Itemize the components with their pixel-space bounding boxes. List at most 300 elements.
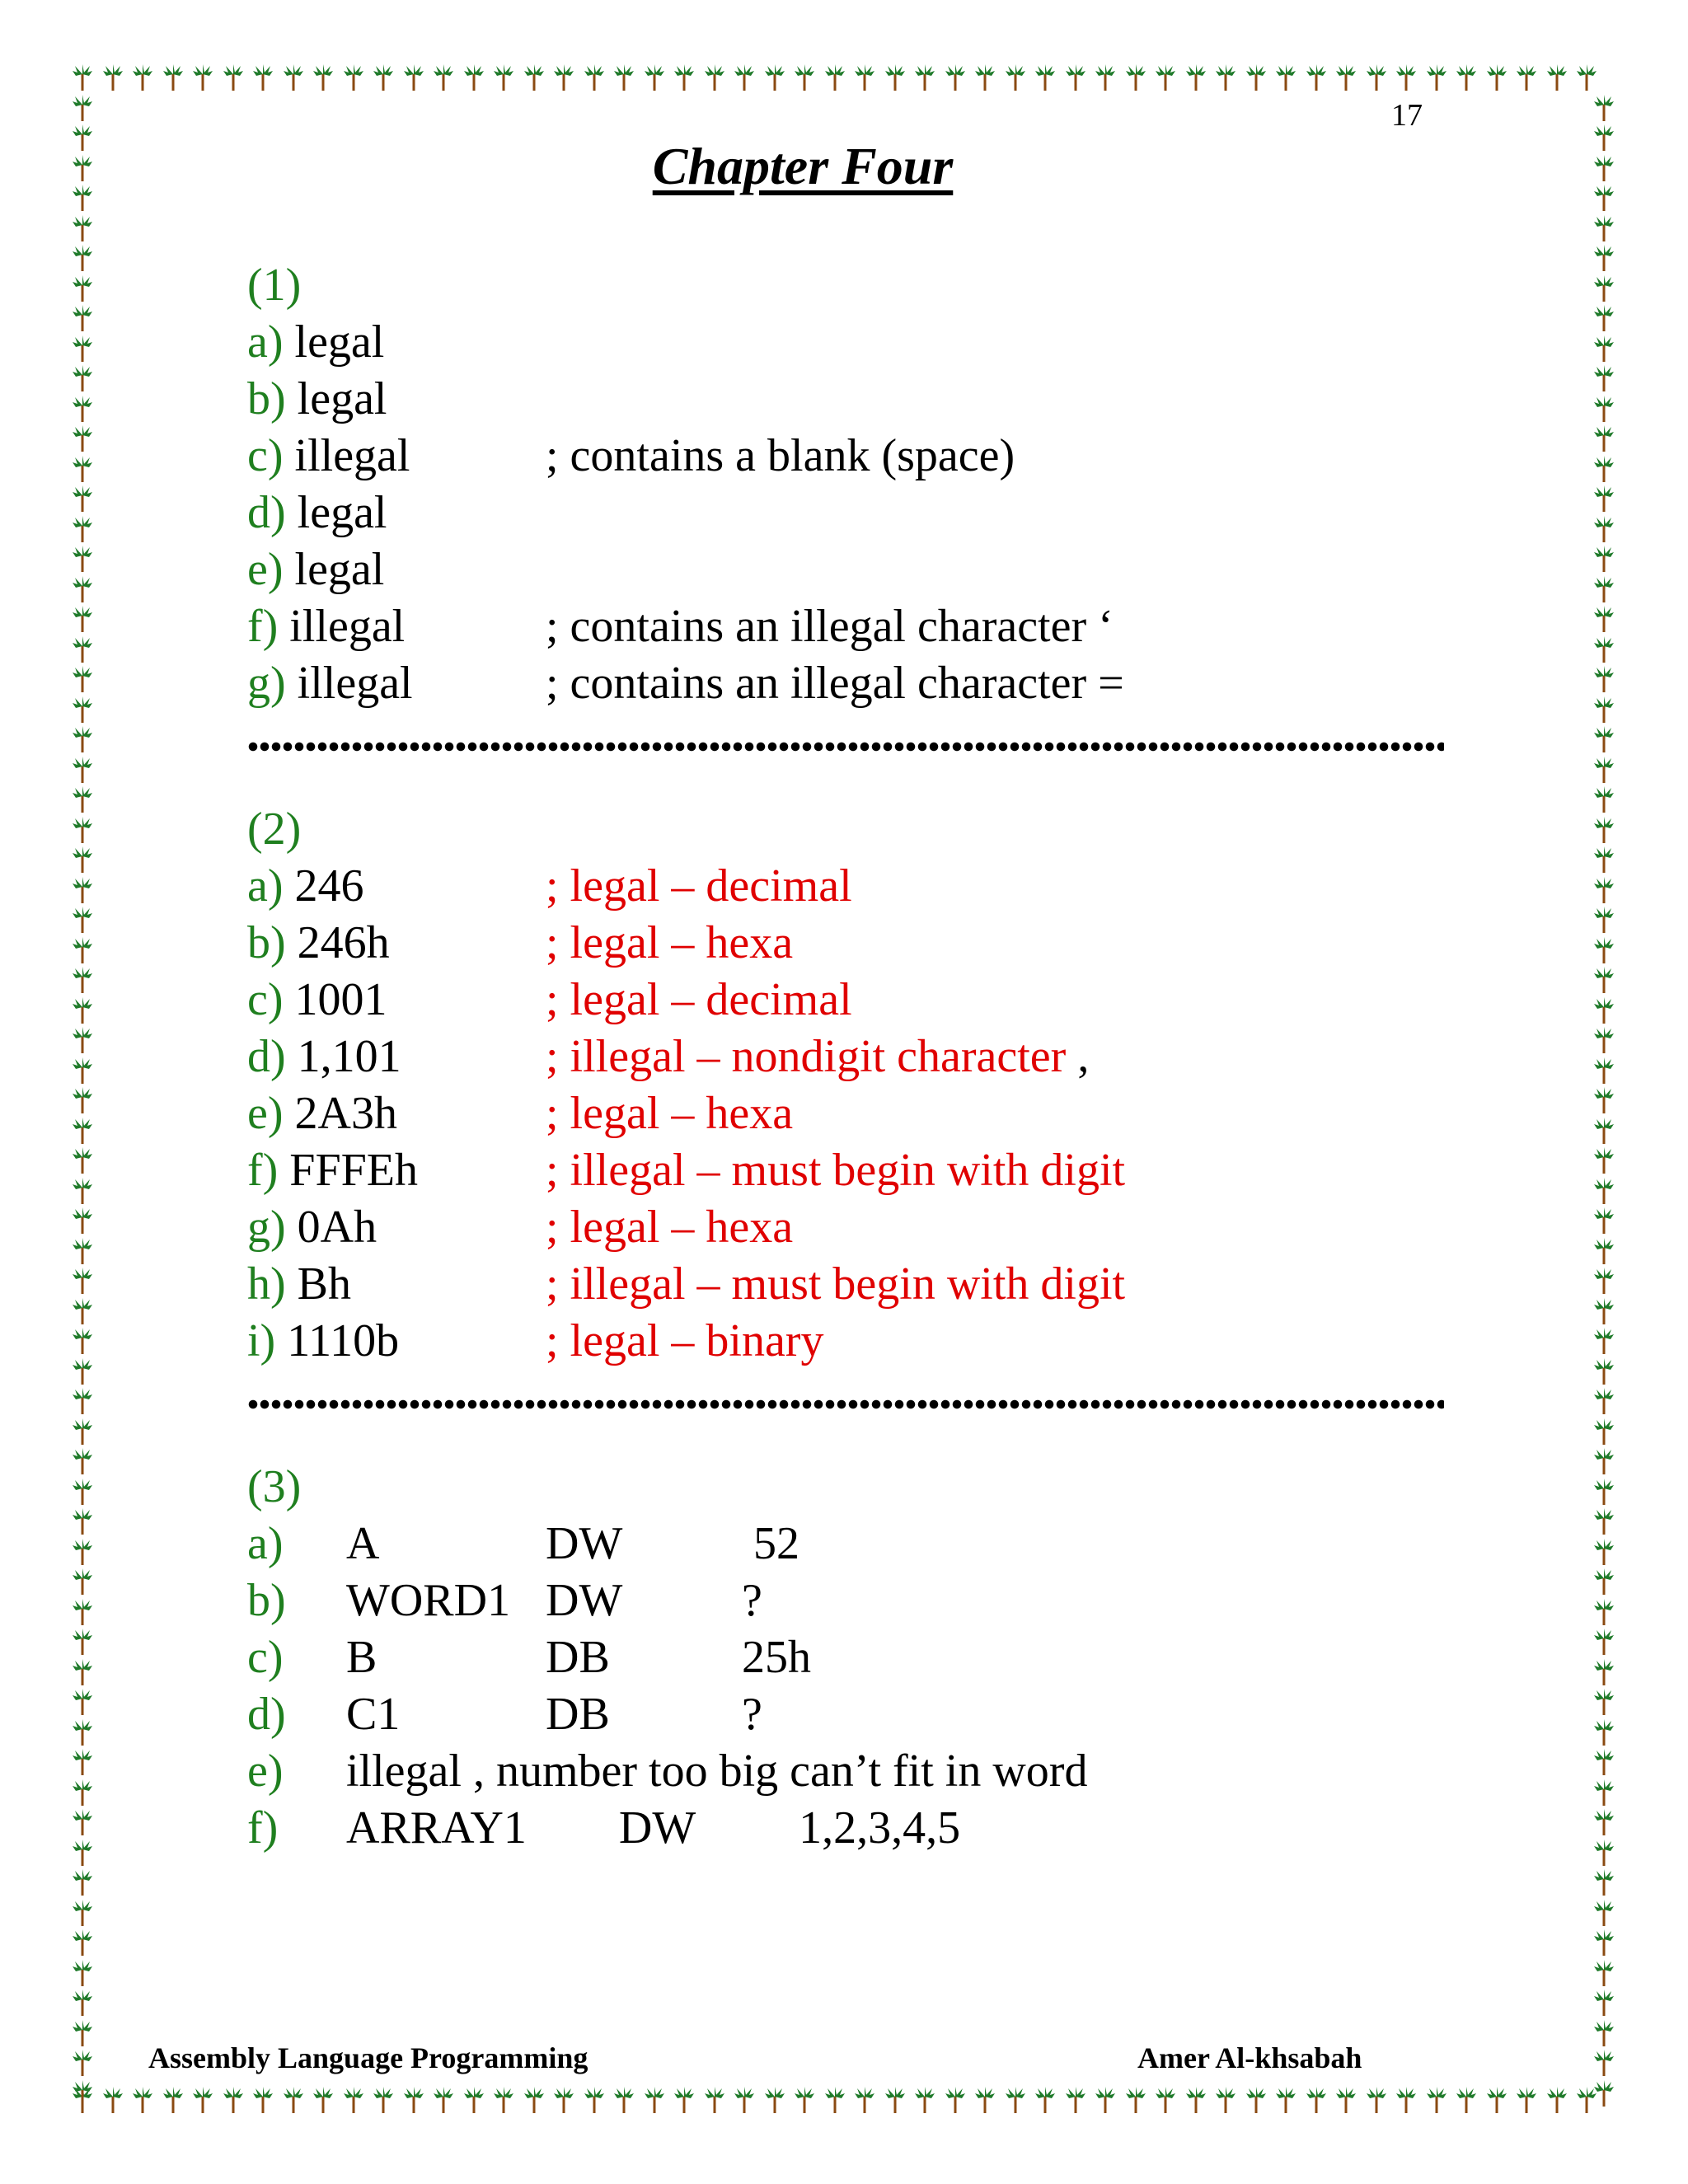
palm-tree-icon: [763, 63, 786, 92]
palm-tree-icon: [71, 1477, 94, 1507]
palm-tree-icon: [1592, 243, 1615, 273]
item-text: illegal: [278, 601, 406, 652]
palm-tree-icon: [71, 1747, 94, 1777]
palm-tree-icon: [312, 63, 335, 92]
chapter-title: Chapter Four: [652, 137, 954, 195]
palm-tree-icon: [1245, 2085, 1268, 2115]
directive: DW: [546, 1575, 623, 1626]
palm-tree-icon: [372, 63, 395, 92]
variable-name: B: [346, 1632, 377, 1683]
item-letter: d): [247, 487, 286, 538]
item-letter: c): [247, 430, 284, 481]
palm-tree-icon: [162, 63, 185, 92]
palm-tree-icon: [71, 574, 94, 604]
palm-tree-icon: [1214, 2085, 1237, 2115]
dotted-separator: [247, 1399, 1444, 1409]
palm-tree-icon: [71, 484, 94, 513]
list-item: [247, 1743, 1444, 1800]
item-letter: e): [247, 1088, 284, 1139]
palm-tree-icon: [71, 965, 94, 995]
palm-tree-icon: [71, 695, 94, 724]
palm-tree-icon: [1592, 2079, 1615, 2108]
section-heading: (3): [247, 1461, 302, 1512]
palm-tree-icon: [71, 1507, 94, 1536]
palm-tree-icon: [1592, 454, 1615, 484]
palm-tree-icon: [492, 2085, 515, 2115]
item-text: legal: [285, 487, 387, 538]
palm-tree-icon: [1592, 1778, 1615, 1807]
list-item: [247, 541, 1444, 598]
item-letter: g): [247, 1202, 286, 1253]
palm-tree-icon: [131, 63, 154, 92]
list-item: [247, 428, 1444, 485]
item-text: illegal: [283, 430, 410, 481]
palm-tree-icon: [1592, 1687, 1615, 1717]
palm-tree-icon: [1592, 2048, 1615, 2078]
item-comment: ; illegal – nondigit character: [546, 1031, 1067, 1082]
palm-tree-icon: [222, 63, 245, 92]
palm-tree-icon: [71, 1326, 94, 1356]
palm-tree-icon: [944, 63, 967, 92]
palm-tree-icon: [1154, 63, 1177, 92]
palm-tree-icon: [703, 2085, 726, 2115]
item-comment: ; legal – hexa: [546, 1202, 794, 1253]
palm-tree-icon: [612, 2085, 635, 2115]
palm-tree-icon: [71, 905, 94, 935]
directive: DB: [546, 1689, 610, 1740]
palm-tree-icon: [1592, 1868, 1615, 1897]
item-text: illegal: [285, 658, 413, 709]
palm-tree-icon: [1592, 1146, 1615, 1175]
palm-tree-icon: [71, 1386, 94, 1416]
palm-tree-icon: [523, 2085, 546, 2115]
palm-tree-icon: [71, 1898, 94, 1928]
item-text: 0Ah: [285, 1202, 377, 1253]
palm-tree-icon: [1485, 63, 1508, 92]
palm-tree-icon: [1365, 63, 1388, 92]
palm-tree-icon: [71, 1236, 94, 1266]
palm-tree-icon: [733, 2085, 756, 2115]
palm-tree-icon: [1064, 63, 1087, 92]
palm-tree-icon: [71, 1146, 94, 1175]
palm-tree-icon: [1592, 1116, 1615, 1146]
palm-tree-icon: [492, 63, 515, 92]
palm-tree-icon: [432, 2085, 455, 2115]
item-letter: i): [247, 1315, 276, 1366]
section-heading: (1): [247, 260, 302, 311]
item-comment: ; legal – decimal: [546, 974, 852, 1025]
list-item: [247, 371, 1444, 428]
palm-tree-icon: [1094, 63, 1117, 92]
palm-tree-icon: [71, 996, 94, 1025]
palm-tree-icon: [402, 63, 425, 92]
item-text: 246h: [285, 917, 390, 968]
palm-tree-icon: [71, 1296, 94, 1326]
list-item: [247, 972, 1444, 1029]
palm-tree-icon: [1592, 1446, 1615, 1476]
palm-tree-icon: [71, 1627, 94, 1657]
item-letter: d): [247, 1689, 286, 1740]
palm-tree-icon: [71, 1085, 94, 1115]
item-text: 246: [283, 860, 364, 912]
palm-tree-icon: [1592, 1477, 1615, 1507]
palm-tree-icon: [733, 63, 756, 92]
palm-tree-icon: [823, 63, 846, 92]
palm-tree-icon: [1034, 2085, 1057, 2115]
palm-tree-icon: [251, 63, 274, 92]
palm-tree-icon: [71, 93, 94, 123]
item-suffix: ,: [1066, 1031, 1090, 1082]
palm-tree-icon: [1245, 63, 1268, 92]
palm-tree-icon: [1395, 63, 1418, 92]
item-text: 1001: [283, 974, 387, 1025]
palm-tree-icon: [673, 63, 696, 92]
item-letter: a): [247, 860, 284, 912]
palm-tree-icon: [71, 274, 94, 303]
palm-tree-icon: [1124, 2085, 1147, 2115]
item-comment: ; contains an illegal character ‘: [546, 601, 1114, 652]
palm-tree-icon: [1592, 1898, 1615, 1928]
initial-value: ?: [742, 1689, 762, 1740]
palm-tree-icon: [583, 63, 606, 92]
palm-tree-icon: [853, 63, 876, 92]
page-number: 17: [1391, 98, 1423, 133]
palm-tree-icon: [673, 2085, 696, 2115]
list-item: [247, 1686, 1444, 1743]
footer-course-title: Assembly Language Programming: [148, 2041, 588, 2074]
palm-tree-icon: [71, 1868, 94, 1897]
item-comment: ; legal – hexa: [546, 1088, 794, 1139]
palm-tree-icon: [101, 2085, 124, 2115]
palm-tree-icon: [1455, 63, 1478, 92]
palm-tree-icon: [1592, 1537, 1615, 1567]
initial-value: 25h: [742, 1632, 811, 1683]
palm-tree-icon: [1592, 394, 1615, 424]
palm-tree-icon: [1545, 2085, 1568, 2115]
palm-tree-icon: [1592, 1988, 1615, 2018]
palm-tree-icon: [1124, 63, 1147, 92]
palm-tree-icon: [1545, 63, 1568, 92]
palm-tree-icon: [1425, 2085, 1448, 2115]
palm-tree-icon: [1592, 1747, 1615, 1777]
palm-tree-icon: [71, 303, 94, 333]
list-item: [247, 314, 1444, 371]
palm-tree-icon: [1592, 484, 1615, 513]
item-comment: ; illegal – must begin with digit: [546, 1145, 1126, 1196]
palm-tree-icon: [1575, 2085, 1598, 2115]
item-letter: b): [247, 1575, 286, 1626]
palm-tree-icon: [71, 635, 94, 664]
palm-tree-icon: [71, 1718, 94, 1747]
palm-tree-icon: [1592, 1597, 1615, 1627]
palm-tree-icon: [1592, 1507, 1615, 1536]
item-letter: d): [247, 1031, 286, 1082]
item-text: 2A3h: [283, 1088, 397, 1139]
item-text: FFFEh: [278, 1145, 418, 1196]
palm-tree-icon: [1592, 213, 1615, 243]
item-text: legal: [283, 544, 385, 595]
palm-tree-icon: [1064, 2085, 1087, 2115]
palm-tree-icon: [1592, 905, 1615, 935]
palm-tree-icon: [1592, 334, 1615, 363]
palm-tree-icon: [71, 2085, 94, 2115]
palm-tree-icon: [342, 2085, 365, 2115]
list-item: [247, 1085, 1444, 1142]
palm-tree-icon: [71, 935, 94, 965]
palm-tree-icon: [1592, 1056, 1615, 1085]
palm-tree-icon: [71, 845, 94, 874]
item-text: illegal , number too big can’t fit in word: [346, 1746, 1088, 1797]
palm-tree-icon: [71, 334, 94, 363]
directive: DB: [546, 1632, 610, 1683]
list-item: [247, 1142, 1444, 1199]
palm-tree-icon: [1592, 424, 1615, 453]
palm-tree-icon: [1592, 1928, 1615, 1957]
palm-tree-icon: [71, 1446, 94, 1476]
palm-tree-icon: [643, 63, 666, 92]
palm-tree-icon: [372, 2085, 395, 2115]
palm-tree-icon: [71, 1928, 94, 1957]
palm-tree-icon: [612, 63, 635, 92]
palm-tree-icon: [1365, 2085, 1388, 2115]
item-letter: f): [247, 601, 279, 652]
list-item: [247, 1629, 1444, 1686]
list-item: [247, 1256, 1444, 1313]
palm-tree-icon: [1425, 63, 1448, 92]
palm-tree-icon: [71, 1567, 94, 1596]
palm-tree-icon: [1592, 695, 1615, 724]
palm-tree-icon: [1592, 724, 1615, 754]
palm-tree-icon: [71, 815, 94, 845]
palm-tree-icon: [1274, 63, 1297, 92]
palm-tree-icon: [1592, 815, 1615, 845]
item-letter: c): [247, 974, 284, 1025]
palm-tree-icon: [1592, 1025, 1615, 1055]
palm-tree-icon: [552, 2085, 575, 2115]
palm-tree-icon: [1592, 875, 1615, 905]
palm-tree-icon: [1592, 1176, 1615, 1206]
palm-tree-icon: [884, 63, 907, 92]
palm-tree-icon: [191, 2085, 214, 2115]
palm-tree-icon: [71, 1537, 94, 1567]
palm-tree-icon: [71, 424, 94, 453]
item-text: 1110b: [275, 1315, 400, 1366]
list-item: [247, 1313, 1444, 1370]
item-letter: e): [247, 544, 284, 595]
palm-tree-icon: [71, 1357, 94, 1386]
palm-tree-icon: [793, 63, 816, 92]
palm-tree-icon: [191, 63, 214, 92]
palm-tree-icon: [1592, 2018, 1615, 2048]
palm-tree-icon: [1592, 604, 1615, 634]
palm-tree-icon: [1154, 2085, 1177, 2115]
palm-tree-icon: [71, 1176, 94, 1206]
palm-tree-icon: [1592, 785, 1615, 814]
item-comment: ; contains a blank (space): [546, 430, 1015, 481]
palm-tree-icon: [1184, 2085, 1207, 2115]
palm-tree-icon: [1592, 514, 1615, 544]
item-letter: g): [247, 658, 286, 709]
item-comment: ; illegal – must begin with digit: [546, 1258, 1126, 1310]
answers-content: [247, 257, 1444, 1857]
palm-tree-icon: [71, 1778, 94, 1807]
palm-tree-icon: [1592, 1326, 1615, 1356]
palm-tree-icon: [71, 2048, 94, 2078]
palm-tree-icon: [71, 785, 94, 814]
palm-tree-icon: [703, 63, 726, 92]
palm-tree-icon: [823, 2085, 846, 2115]
palm-tree-icon: [1395, 2085, 1418, 2115]
list-item: [247, 858, 1444, 915]
palm-tree-icon: [1592, 274, 1615, 303]
initial-value: 52: [742, 1518, 799, 1569]
list-item: [247, 655, 1444, 712]
palm-tree-icon: [884, 2085, 907, 2115]
palm-tree-icon: [71, 1206, 94, 1235]
palm-tree-icon: [1592, 574, 1615, 604]
section-1: [247, 257, 1444, 712]
palm-tree-icon: [1515, 2085, 1538, 2115]
palm-tree-icon: [71, 724, 94, 754]
palm-tree-icon: [1592, 544, 1615, 574]
palm-tree-icon: [944, 2085, 967, 2115]
palm-tree-icon: [71, 63, 94, 92]
list-item: [247, 485, 1444, 541]
palm-tree-icon: [71, 1025, 94, 1055]
section-2: [247, 801, 1444, 1370]
item-letter: a): [247, 1518, 284, 1569]
palm-tree-icon: [282, 2085, 305, 2115]
item-letter: c): [247, 1632, 284, 1683]
palm-tree-icon: [583, 2085, 606, 2115]
item-letter: h): [247, 1258, 286, 1310]
palm-tree-icon: [1305, 63, 1328, 92]
palm-tree-icon: [222, 2085, 245, 2115]
list-item: [247, 915, 1444, 972]
palm-tree-icon: [71, 604, 94, 634]
directive: DW: [546, 1518, 623, 1569]
palm-tree-icon: [1094, 2085, 1117, 2115]
palm-tree-icon: [1592, 996, 1615, 1025]
palm-tree-icon: [913, 63, 936, 92]
palm-tree-icon: [71, 1687, 94, 1717]
palm-tree-icon: [1592, 303, 1615, 333]
palm-tree-icon: [1575, 63, 1598, 92]
palm-tree-icon: [71, 2018, 94, 2048]
item-letter: f): [247, 1802, 279, 1854]
palm-tree-icon: [1592, 1357, 1615, 1386]
palm-tree-icon: [71, 1657, 94, 1687]
palm-tree-icon: [1004, 63, 1027, 92]
palm-tree-icon: [1592, 93, 1615, 123]
palm-tree-icon: [1592, 1567, 1615, 1596]
palm-tree-icon: [1455, 2085, 1478, 2115]
palm-tree-icon: [643, 2085, 666, 2115]
palm-tree-icon: [342, 63, 365, 92]
item-comment: ; contains an illegal character =: [546, 658, 1124, 709]
palm-tree-icon: [1592, 1838, 1615, 1868]
palm-tree-icon: [1592, 1807, 1615, 1837]
palm-tree-icon: [1034, 63, 1057, 92]
palm-tree-icon: [1592, 1417, 1615, 1446]
palm-tree-icon: [1274, 2085, 1297, 2115]
palm-tree-icon: [101, 63, 124, 92]
palm-tree-icon: [71, 1056, 94, 1085]
palm-tree-icon: [402, 2085, 425, 2115]
item-letter: e): [247, 1746, 284, 1797]
palm-tree-icon: [71, 1958, 94, 1988]
item-letter: f): [247, 1145, 279, 1196]
palm-tree-icon: [462, 63, 485, 92]
list-item: [247, 598, 1444, 655]
palm-tree-icon: [793, 2085, 816, 2115]
item-text: 1,101: [285, 1031, 401, 1082]
palm-tree-icon: [1592, 1958, 1615, 1988]
palm-tree-icon: [1184, 63, 1207, 92]
palm-tree-icon: [1592, 755, 1615, 785]
palm-tree-icon: [71, 454, 94, 484]
palm-tree-icon: [1592, 1386, 1615, 1416]
palm-tree-icon: [71, 2079, 94, 2108]
palm-tree-icon: [763, 2085, 786, 2115]
dotted-separator: [247, 742, 1444, 752]
palm-tree-icon: [973, 63, 996, 92]
palm-tree-icon: [1592, 965, 1615, 995]
item-text: legal: [285, 373, 387, 424]
palm-tree-icon: [1004, 2085, 1027, 2115]
palm-tree-icon: [71, 544, 94, 574]
variable-name: C1: [346, 1689, 401, 1740]
section-3: [247, 1459, 1444, 1857]
palm-tree-icon: [1515, 63, 1538, 92]
item-text: ARRAY1 DW 1,2,3,4,5: [346, 1802, 961, 1854]
palm-tree-icon: [1592, 935, 1615, 965]
initial-value: ?: [742, 1575, 762, 1626]
palm-tree-icon: [71, 394, 94, 424]
item-letter: b): [247, 917, 286, 968]
palm-tree-icon: [282, 63, 305, 92]
palm-tree-icon: [71, 1417, 94, 1446]
item-text: legal: [283, 316, 385, 368]
palm-tree-icon: [251, 2085, 274, 2115]
palm-tree-icon: [1334, 2085, 1357, 2115]
palm-tree-icon: [71, 243, 94, 273]
item-letter: b): [247, 373, 286, 424]
palm-tree-icon: [71, 1116, 94, 1146]
variable-name: WORD1: [346, 1575, 511, 1626]
list-item: [247, 1572, 1444, 1629]
palm-tree-icon: [1592, 1657, 1615, 1687]
palm-tree-icon: [71, 1266, 94, 1296]
palm-tree-icon: [1592, 1236, 1615, 1266]
palm-tree-icon: [162, 2085, 185, 2115]
palm-tree-icon: [1592, 664, 1615, 694]
section-heading: (2): [247, 804, 302, 855]
item-comment: ; legal – binary: [546, 1315, 824, 1366]
palm-tree-icon: [71, 1988, 94, 2018]
footer-author: Amer Al-khsabah: [1137, 2041, 1362, 2074]
palm-tree-icon: [1485, 2085, 1508, 2115]
palm-tree-icon: [1305, 2085, 1328, 2115]
palm-tree-icon: [432, 63, 455, 92]
palm-tree-icon: [131, 2085, 154, 2115]
variable-name: A: [346, 1518, 380, 1569]
palm-tree-icon: [1592, 363, 1615, 393]
palm-tree-icon: [1592, 1296, 1615, 1326]
list-item: [247, 1029, 1444, 1085]
palm-tree-icon: [973, 2085, 996, 2115]
palm-tree-icon: [552, 63, 575, 92]
